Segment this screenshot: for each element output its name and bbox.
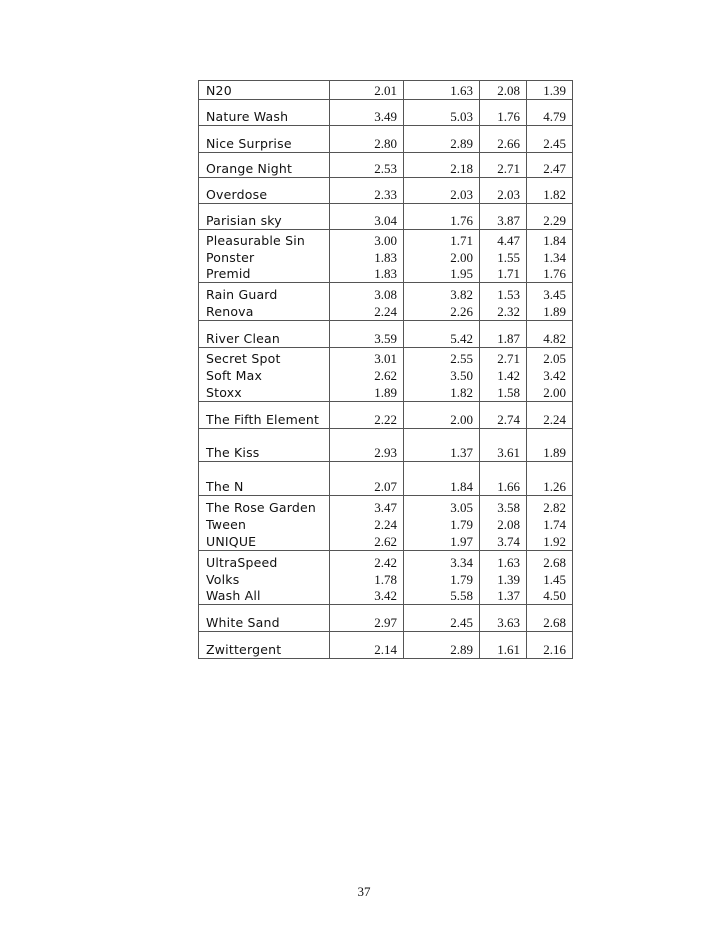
value-cell: 2.82 <box>527 495 573 516</box>
value-cell: 1.26 <box>527 461 573 495</box>
product-name-cell: The N <box>199 461 330 495</box>
value-cell: 1.79 <box>404 571 480 588</box>
product-name-cell: Renova <box>199 303 330 320</box>
product-name-cell: UNIQUE <box>199 533 330 550</box>
table-row <box>199 550 573 571</box>
value-cell: 1.79 <box>404 516 480 533</box>
value-cell: 2.55 <box>404 347 480 367</box>
data-table-body <box>199 81 573 659</box>
value-cell: 1.61 <box>480 632 527 659</box>
product-name-cell: White Sand <box>199 605 330 632</box>
value-cell: 3.05 <box>404 495 480 516</box>
product-name-cell: Zwittergent <box>199 632 330 659</box>
value-cell: 2.07 <box>330 461 404 495</box>
value-cell: 2.14 <box>330 632 404 659</box>
value-cell: 4.79 <box>527 100 573 126</box>
value-cell: 1.74 <box>527 516 573 533</box>
value-cell: 1.89 <box>527 303 573 320</box>
value-cell: 1.34 <box>527 249 573 266</box>
product-name-cell: Overdose <box>199 178 330 204</box>
value-cell: 1.83 <box>330 249 404 266</box>
value-cell: 2.03 <box>480 178 527 204</box>
product-name-cell: UltraSpeed <box>199 550 330 571</box>
product-name-cell: Premid <box>199 266 330 283</box>
value-cell: 1.71 <box>404 230 480 249</box>
value-cell: 1.82 <box>404 384 480 401</box>
value-cell: 1.37 <box>404 428 480 461</box>
value-cell: 1.78 <box>330 571 404 588</box>
value-cell: 1.83 <box>330 266 404 283</box>
value-cell: 2.22 <box>330 401 404 428</box>
table-row <box>199 153 573 178</box>
product-name-cell: Nature Wash <box>199 100 330 126</box>
value-cell: 1.45 <box>527 571 573 588</box>
value-cell: 2.24 <box>527 401 573 428</box>
value-cell: 1.97 <box>404 533 480 550</box>
value-cell: 3.04 <box>330 204 404 230</box>
value-cell: 3.01 <box>330 347 404 367</box>
table-row <box>199 347 573 367</box>
value-cell: 2.18 <box>404 153 480 178</box>
value-cell: 2.74 <box>480 401 527 428</box>
value-cell: 1.39 <box>480 571 527 588</box>
value-cell: 2.68 <box>527 605 573 632</box>
value-cell: 4.47 <box>480 230 527 249</box>
value-cell: 1.76 <box>404 204 480 230</box>
value-cell: 5.03 <box>404 100 480 126</box>
value-cell: 2.24 <box>330 516 404 533</box>
value-cell: 2.01 <box>330 81 404 100</box>
value-cell: 4.82 <box>527 320 573 347</box>
table-row <box>199 533 573 550</box>
value-cell: 1.87 <box>480 320 527 347</box>
table-row <box>199 588 573 605</box>
value-cell: 2.97 <box>330 605 404 632</box>
value-cell: 2.29 <box>527 204 573 230</box>
value-cell: 1.58 <box>480 384 527 401</box>
data-table <box>198 80 573 659</box>
table-row <box>199 100 573 126</box>
product-name-cell: Rain Guard <box>199 282 330 303</box>
value-cell: 3.49 <box>330 100 404 126</box>
table-row <box>199 571 573 588</box>
value-cell: 1.82 <box>527 178 573 204</box>
value-cell: 2.26 <box>404 303 480 320</box>
value-cell: 1.95 <box>404 266 480 283</box>
value-cell: 5.58 <box>404 588 480 605</box>
value-cell: 2.89 <box>404 126 480 153</box>
value-cell: 1.76 <box>527 266 573 283</box>
value-cell: 1.71 <box>480 266 527 283</box>
value-cell: 1.39 <box>527 81 573 100</box>
product-name-cell: Tween <box>199 516 330 533</box>
page-number: 37 <box>357 884 371 899</box>
value-cell: 2.45 <box>404 605 480 632</box>
value-cell: 3.47 <box>330 495 404 516</box>
value-cell: 3.61 <box>480 428 527 461</box>
value-cell: 1.66 <box>480 461 527 495</box>
value-cell: 3.45 <box>527 282 573 303</box>
table-row <box>199 428 573 461</box>
value-cell: 1.89 <box>527 428 573 461</box>
value-cell: 2.00 <box>404 401 480 428</box>
value-cell: 1.92 <box>527 533 573 550</box>
product-name-cell: The Fifth Element <box>199 401 330 428</box>
value-cell: 2.24 <box>330 303 404 320</box>
value-cell: 1.76 <box>480 100 527 126</box>
value-cell: 1.89 <box>330 384 404 401</box>
product-name-cell: Stoxx <box>199 384 330 401</box>
product-name-cell: The Rose Garden <box>199 495 330 516</box>
value-cell: 3.58 <box>480 495 527 516</box>
table-row <box>199 282 573 303</box>
value-cell: 1.42 <box>480 367 527 384</box>
table-row <box>199 126 573 153</box>
value-cell: 2.00 <box>404 249 480 266</box>
table-row <box>199 320 573 347</box>
table-row <box>199 249 573 266</box>
table-row <box>199 605 573 632</box>
product-name-cell: Nice Surprise <box>199 126 330 153</box>
product-name-cell: Ponster <box>199 249 330 266</box>
value-cell: 2.47 <box>527 153 573 178</box>
value-cell: 1.63 <box>480 550 527 571</box>
value-cell: 1.55 <box>480 249 527 266</box>
product-name-cell: Soft Max <box>199 367 330 384</box>
table-row <box>199 230 573 249</box>
value-cell: 2.05 <box>527 347 573 367</box>
table-row <box>199 384 573 401</box>
product-name-cell: Secret Spot <box>199 347 330 367</box>
table-row <box>199 461 573 495</box>
value-cell: 3.50 <box>404 367 480 384</box>
value-cell: 2.71 <box>480 153 527 178</box>
table-row <box>199 401 573 428</box>
table-row <box>199 495 573 516</box>
product-name-cell: River Clean <box>199 320 330 347</box>
value-cell: 3.74 <box>480 533 527 550</box>
value-cell: 1.84 <box>404 461 480 495</box>
value-cell: 3.08 <box>330 282 404 303</box>
value-cell: 2.66 <box>480 126 527 153</box>
value-cell: 4.50 <box>527 588 573 605</box>
value-cell: 3.82 <box>404 282 480 303</box>
value-cell: 2.93 <box>330 428 404 461</box>
value-cell: 2.68 <box>527 550 573 571</box>
table-row <box>199 178 573 204</box>
product-name-cell: The Kiss <box>199 428 330 461</box>
product-name-cell: Wash All <box>199 588 330 605</box>
table-row <box>199 303 573 320</box>
value-cell: 2.03 <box>404 178 480 204</box>
value-cell: 2.62 <box>330 367 404 384</box>
table-row <box>199 516 573 533</box>
value-cell: 3.63 <box>480 605 527 632</box>
value-cell: 2.33 <box>330 178 404 204</box>
value-cell: 1.37 <box>480 588 527 605</box>
value-cell: 3.42 <box>330 588 404 605</box>
table-row <box>199 266 573 283</box>
value-cell: 2.53 <box>330 153 404 178</box>
value-cell: 3.00 <box>330 230 404 249</box>
value-cell: 3.59 <box>330 320 404 347</box>
table-row <box>199 204 573 230</box>
table-row <box>199 367 573 384</box>
value-cell: 1.84 <box>527 230 573 249</box>
value-cell: 2.45 <box>527 126 573 153</box>
product-name-cell: Pleasurable Sin <box>199 230 330 249</box>
value-cell: 5.42 <box>404 320 480 347</box>
table-row <box>199 81 573 100</box>
value-cell: 2.62 <box>330 533 404 550</box>
product-name-cell: Orange Night <box>199 153 330 178</box>
product-name-cell: Parisian sky <box>199 204 330 230</box>
value-cell: 1.53 <box>480 282 527 303</box>
value-cell: 2.16 <box>527 632 573 659</box>
value-cell: 2.32 <box>480 303 527 320</box>
value-cell: 3.34 <box>404 550 480 571</box>
table-row <box>199 632 573 659</box>
value-cell: 2.89 <box>404 632 480 659</box>
value-cell: 2.42 <box>330 550 404 571</box>
value-cell: 2.00 <box>527 384 573 401</box>
value-cell: 2.08 <box>480 516 527 533</box>
value-cell: 2.80 <box>330 126 404 153</box>
product-name-cell: N20 <box>199 81 330 100</box>
value-cell: 2.08 <box>480 81 527 100</box>
value-cell: 2.71 <box>480 347 527 367</box>
value-cell: 3.87 <box>480 204 527 230</box>
value-cell: 3.42 <box>527 367 573 384</box>
product-name-cell: Volks <box>199 571 330 588</box>
value-cell: 1.63 <box>404 81 480 100</box>
